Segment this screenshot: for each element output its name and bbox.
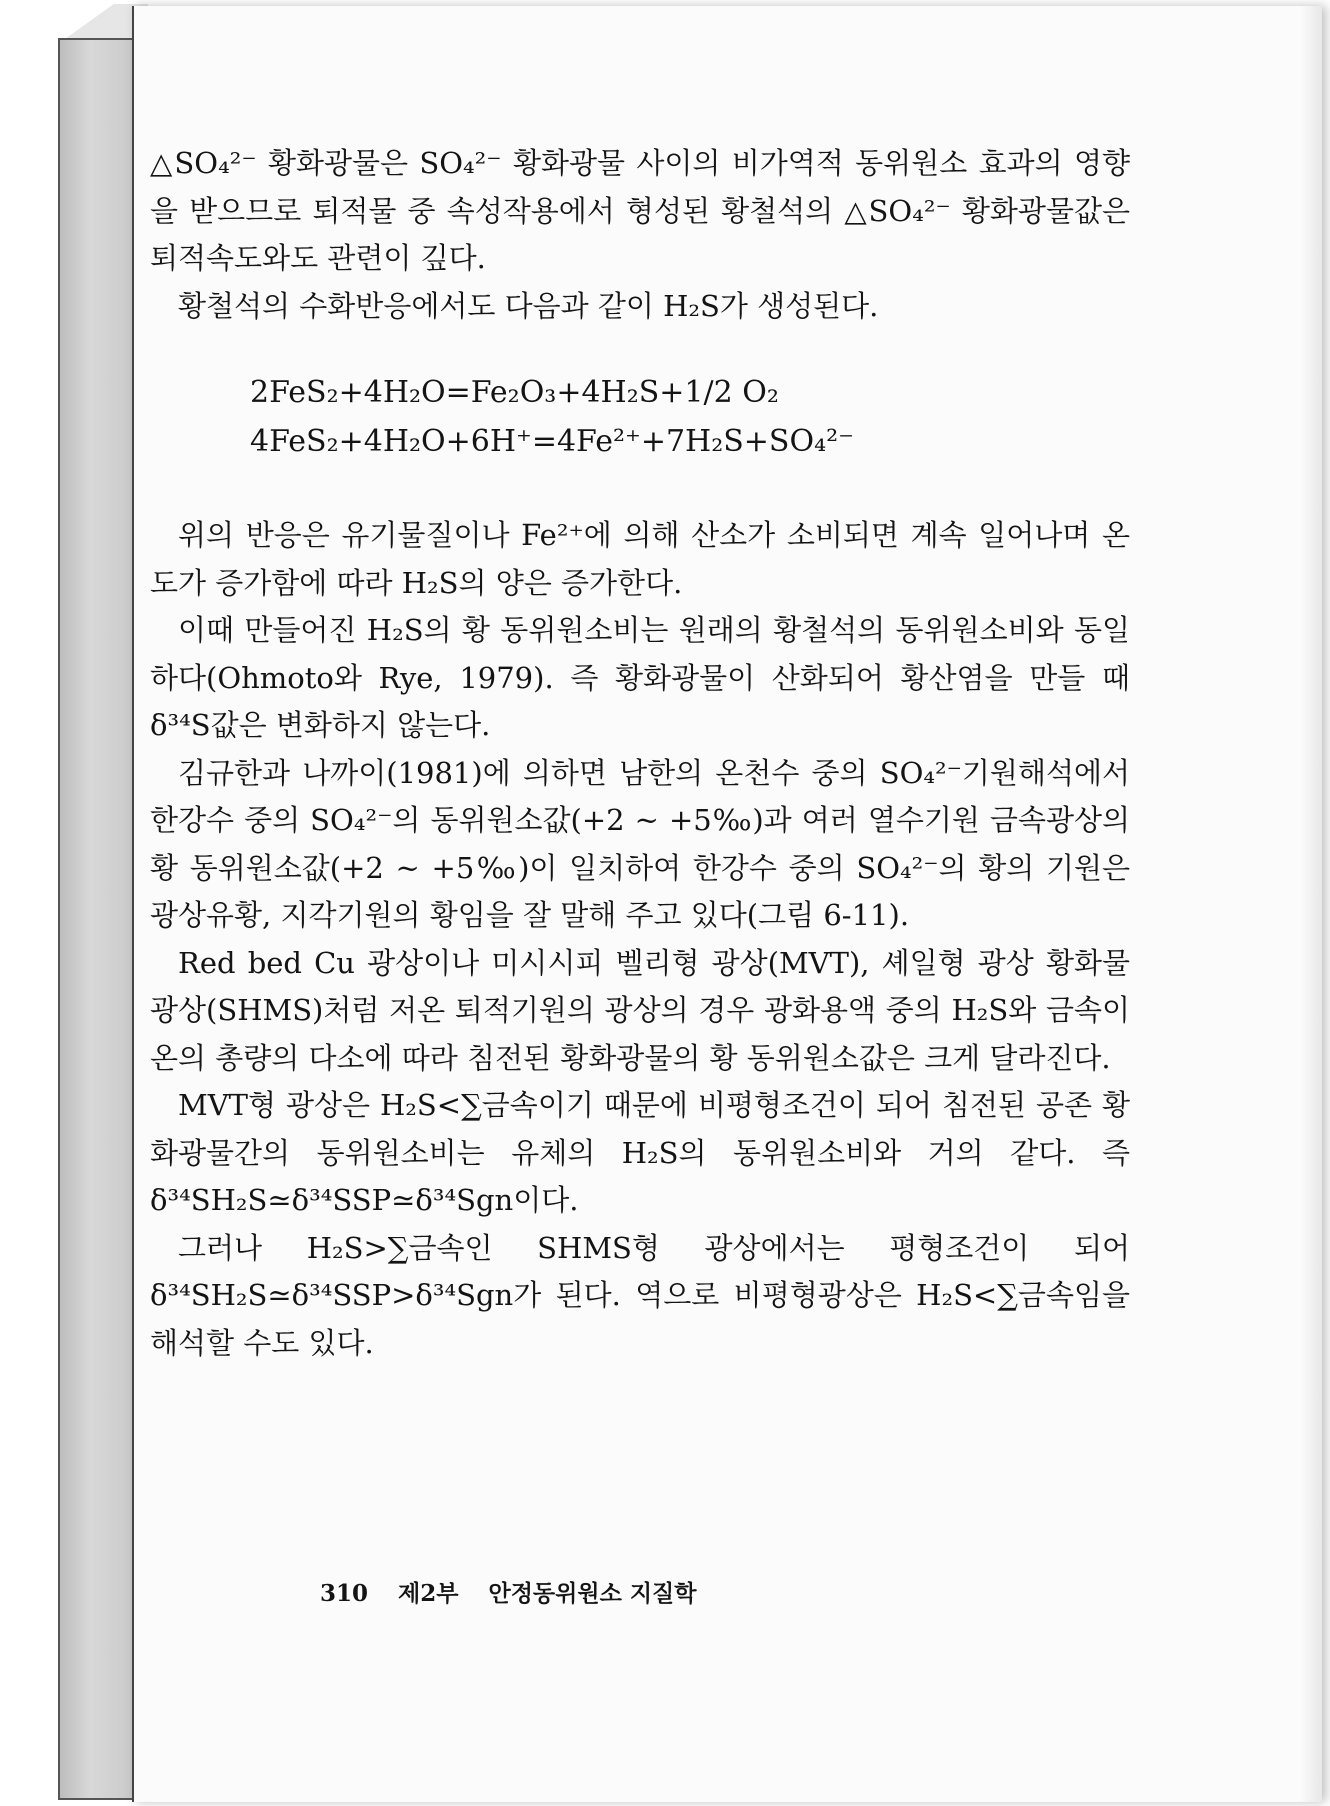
paragraph: △SO₄²⁻ 황화광물은 SO₄²⁻ 황화광물 사이의 비가역적 동위원소 효과의 영향을 받으므로 퇴적물 중 속성작용에서 형성된 황철석의 △SO₄²⁻ 황화광물값은 퇴적속도와도 관련이 깊다. <box>150 146 1130 275</box>
paragraph: 김규한과 나까이(1981)에 의하면 남한의 온천수 중의 SO₄²⁻기원해석에서 한강수 중의 SO₄²⁻의 동위원소값(+2 ~ +5‰)과 여러 열수기원 금속광상의 황 동위원소값(+2 ~ +5‰)이 일치하여 한강수 중의 SO₄²⁻의 황의 기원은 광상유황, 지각기원의 황임을 잘 말해 주고 있다(그림 6-11). <box>150 755 1130 932</box>
equation-block <box>150 368 1130 466</box>
paragraph: 그러나 H₂S>∑금속인 SHMS형 광상에서는 평형조건이 되어 δ³⁴SH₂S≃δ³⁴SSP>δ³⁴Sgn가 된다. 역으로 비평형광상은 H₂S<∑금속임을 해석할 수도 있다. <box>150 1230 1130 1360</box>
book-title: 안정동위원소 지질학 <box>488 1580 697 1607</box>
part-label: 제2부 <box>398 1580 459 1607</box>
page-footer <box>320 1575 718 1608</box>
paragraph: Red bed Cu 광상이나 미시시피 벨리형 광상(MVT), 셰일형 광상 황화물 광상(SHMS)처럼 저온 퇴적기원의 광상의 경우 광화용액 중의 H₂S와 금속이온의 총량의 다소에 따라 침전된 황화광물의 황 동위원소값은 크게 달라진다. <box>150 945 1130 1075</box>
page-number: 310 <box>320 1580 369 1607</box>
equation: 4FeS₂+4H₂O+6H⁺=4Fe²⁺+7H₂S+SO₄²⁻ <box>250 424 854 459</box>
paragraph: 황철석의 수화반응에서도 다음과 같이 H₂S가 생성된다. <box>178 288 879 323</box>
paragraph: 위의 반응은 유기물질이나 Fe²⁺에 의해 산소가 소비되면 계속 일어나며 온도가 증가함에 따라 H₂S의 양은 증가한다. <box>150 518 1130 600</box>
paragraph: 이때 만들어진 H₂S의 황 동위원소비는 원래의 황철석의 동위원소비와 동일하다(Ohmoto와 Rye, 1979). 즉 황화광물이 산화되어 황산염을 만들 때 δ³⁴S값은 변화하지 않는다. <box>150 613 1130 742</box>
paragraph: MVT형 광상은 H₂S<∑금속이기 때문에 비평형조건이 되어 침전된 공존 황화광물간의 동위원소비는 유체의 H₂S의 동위원소비와 거의 같다. 즉 δ³⁴SH₂S≃δ³⁴SSP≃δ³⁴Sgn이다. <box>150 1088 1130 1217</box>
page-shadow <box>1300 6 1322 1802</box>
equation: 2FeS₂+4H₂O=Fe₂O₃+4H₂S+1/2 O₂ <box>250 375 779 410</box>
book-side-edge <box>58 38 138 1800</box>
page-body <box>150 140 1130 1367</box>
